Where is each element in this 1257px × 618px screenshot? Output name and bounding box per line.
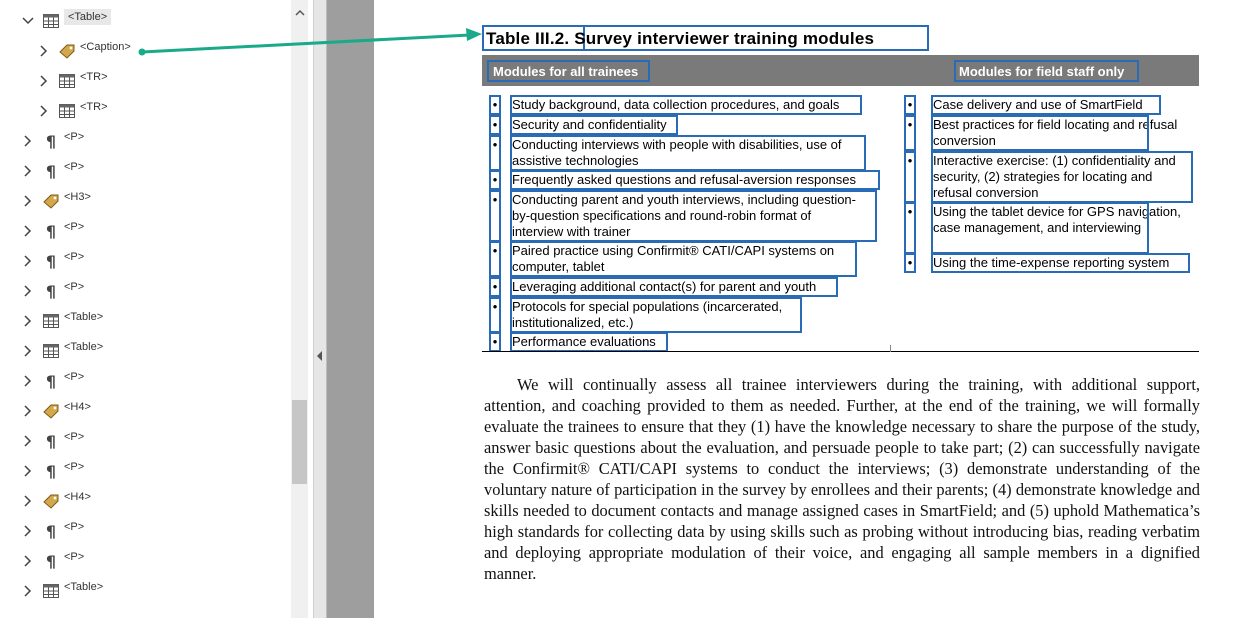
document-gutter	[314, 0, 374, 618]
chevron-right-icon[interactable]	[20, 373, 36, 389]
document-page	[374, 0, 1257, 618]
list-item-tag-box[interactable]	[931, 115, 1149, 151]
tag-tree-item[interactable]	[20, 280, 84, 302]
bullet-tag-box[interactable]	[489, 190, 501, 242]
header-left-tag-box[interactable]	[487, 60, 650, 82]
tag-tree-item[interactable]	[20, 220, 84, 242]
tag-tree-item-label: <H4>	[64, 491, 91, 503]
tag-tree-item[interactable]	[20, 460, 84, 482]
tag-tree-item-label: <TR>	[80, 101, 108, 113]
bullet-tag-box[interactable]	[904, 202, 916, 254]
list-item-tag-box[interactable]	[510, 241, 857, 277]
tag-tree-item[interactable]	[20, 190, 91, 212]
tag-tree-item-label: <Table>	[64, 311, 104, 323]
tag-tree-item[interactable]	[20, 580, 103, 602]
list-item: Protocols for special populations (incarcerated, institutionalized, etc.)	[512, 299, 783, 330]
bullet-tag-box[interactable]	[489, 95, 501, 115]
paragraph-icon: ¶	[45, 221, 57, 241]
tag-tree-item-label: <TR>	[80, 71, 108, 83]
tag-tree-item-label: <Table>	[64, 581, 104, 593]
list-item-tag-box[interactable]	[510, 332, 668, 352]
bullet-tag-box[interactable]	[489, 241, 501, 277]
table-icon	[42, 313, 60, 329]
bullet-tag-box[interactable]	[489, 115, 501, 135]
list-item-tag-box[interactable]	[931, 151, 1193, 203]
list-bullet: •	[907, 116, 913, 132]
list-bullet: •	[492, 333, 498, 349]
list-item: Paired practice using Confirmit® CATI/CAPI systems on computer, tablet	[512, 243, 835, 274]
bullet-tag-box[interactable]	[489, 135, 501, 171]
table-icon	[42, 343, 60, 359]
chevron-right-icon[interactable]	[20, 403, 36, 419]
chevron-right-icon[interactable]	[36, 43, 52, 59]
bullet-tag-box[interactable]	[489, 297, 501, 333]
chevron-right-icon[interactable]	[20, 253, 36, 269]
list-item-tag-box[interactable]	[510, 115, 678, 135]
tag-tree-item[interactable]	[20, 430, 84, 452]
paragraph-icon: ¶	[45, 281, 57, 301]
tag-icon	[42, 193, 60, 209]
tag-icon	[42, 493, 60, 509]
table-icon	[42, 13, 60, 29]
list-item-tag-box[interactable]	[931, 202, 1149, 254]
column-divider	[890, 345, 891, 352]
bullet-tag-box[interactable]	[489, 332, 501, 352]
tag-tree-item[interactable]	[36, 40, 131, 62]
bullet-tag-box[interactable]	[904, 95, 916, 115]
tag-tree-item-label: <P>	[64, 461, 85, 473]
list-item-tag-box[interactable]	[510, 135, 866, 171]
chevron-right-icon[interactable]	[20, 193, 36, 209]
tag-tree-item-label: <P>	[64, 251, 85, 263]
list-item-tag-box[interactable]	[510, 95, 862, 115]
tag-tree-item-label: <P>	[64, 431, 85, 443]
body-paragraph: We will continually assess all trainee interviewers during the training, with additional support, attention, and coaching provided to them as needed. Further, at the end of the training, we will formally evaluate the trainees to ensure that they (1) have the knowledge necessary to share the purpose of the study, answer basic questions about the evaluation, and persuade people to take part; (2) can successfully navigate the Confirmit® CATI/CAPI systems to conduct the interviews; (3) demonstrate understanding of the voluntary nature of participation in the survey by enrollees and their parents; (4) demonstrate knowledge and skills needed to document contacts and manage assigned cases in SmartField; and (5) uphold Mathematica’s high standards for collecting data by using skills such as probing without introducing bias, reading verbatim and deploying appropriate modulation of their voice, and engaging all sample members in a dignified manner.	[484, 375, 1200, 583]
paragraph-icon: ¶	[45, 521, 57, 541]
chevron-right-icon[interactable]	[20, 133, 36, 149]
list-item: Leveraging additional contact(s) for parent and youth	[512, 279, 817, 294]
chevron-right-icon[interactable]	[20, 463, 36, 479]
chevron-right-icon[interactable]	[20, 343, 36, 359]
list-bullet: •	[907, 254, 913, 270]
tag-tree-item-label: <P>	[64, 521, 85, 533]
bullet-tag-box[interactable]	[489, 170, 501, 190]
panel-splitter[interactable]	[314, 0, 327, 618]
paragraph-icon: ¶	[45, 551, 57, 571]
list-item-tag-box[interactable]	[510, 170, 880, 190]
tag-tree-item-label: <H4>	[64, 401, 91, 413]
list-bullet: •	[492, 242, 498, 258]
tag-tree-item[interactable]	[36, 70, 108, 92]
list-bullet: •	[492, 136, 498, 152]
list-bullet: •	[492, 96, 498, 112]
list-bullet: •	[492, 278, 498, 294]
table-icon	[58, 103, 76, 119]
chevron-right-icon[interactable]	[20, 493, 36, 509]
chevron-right-icon[interactable]	[20, 433, 36, 449]
tree-scrollbar[interactable]	[291, 0, 308, 618]
tag-tree-item[interactable]	[20, 10, 111, 32]
list-bullet: •	[492, 298, 498, 314]
list-item: Security and confidentiality	[512, 117, 667, 132]
list-bullet: •	[907, 203, 913, 219]
tag-tree-item-label: <Table>	[64, 341, 104, 353]
tag-tree-item-label: <H3>	[64, 191, 91, 203]
header-right-tag-box[interactable]	[954, 60, 1139, 82]
tag-tree-item-label: <P>	[64, 161, 85, 173]
list-bullet: •	[907, 152, 913, 168]
tag-tree-item[interactable]	[20, 490, 91, 512]
list-item: Case delivery and use of SmartField	[933, 97, 1143, 112]
tag-tree-item[interactable]	[20, 130, 84, 152]
tag-tree-item-label: <P>	[64, 131, 85, 143]
list-item: Frequently asked questions and refusal-aversion responses	[512, 172, 856, 187]
chevron-right-icon[interactable]	[20, 583, 36, 599]
list-item: Study background, data collection procedures, and goals	[512, 97, 840, 112]
list-item-tag-box[interactable]	[931, 95, 1161, 115]
table-icon	[42, 583, 60, 599]
paragraph-icon: ¶	[45, 161, 57, 181]
header-right: Modules for field staff only	[959, 64, 1125, 79]
chevron-right-icon[interactable]	[20, 313, 36, 329]
chevron-down-icon[interactable]	[20, 13, 36, 29]
tag-tree-item[interactable]	[20, 160, 84, 182]
list-bullet: •	[492, 116, 498, 132]
table-caption: Table III.2. Survey interviewer training modules	[486, 29, 875, 48]
collapse-panel-icon[interactable]	[316, 350, 324, 362]
list-bullet: •	[492, 171, 498, 187]
paragraph-icon: ¶	[45, 431, 57, 451]
tag-tree-item-label: <P>	[64, 221, 85, 233]
chevron-right-icon[interactable]	[20, 283, 36, 299]
bullet-tag-box[interactable]	[904, 151, 916, 203]
tag-tree-item-label: <Caption>	[80, 41, 131, 53]
tag-tree-item-label: <P>	[64, 551, 85, 563]
tag-tree-item-label: <P>	[64, 281, 85, 293]
tag-tree-item[interactable]	[36, 100, 108, 122]
chevron-right-icon[interactable]	[20, 163, 36, 179]
list-item: Performance evaluations	[512, 334, 656, 349]
list-item: Using the time-expense reporting system	[933, 255, 1170, 270]
tag-tree-item-label: <P>	[64, 371, 85, 383]
bullet-tag-box[interactable]	[904, 115, 916, 151]
paragraph-icon: ¶	[45, 131, 57, 151]
list-bullet: •	[907, 96, 913, 112]
tag-icon	[42, 403, 60, 419]
list-bullet: •	[492, 191, 498, 207]
bullet-tag-box[interactable]	[904, 253, 916, 273]
tag-tree-item[interactable]	[20, 370, 84, 392]
paragraph-icon: ¶	[45, 251, 57, 271]
paragraph-icon: ¶	[45, 461, 57, 481]
chevron-right-icon[interactable]	[36, 103, 52, 119]
list-item: Interactive exercise: (1) confidentiality and security, (2) strategies for locating and refusal conversion	[933, 153, 1176, 200]
table-bottom-rule	[482, 351, 1199, 352]
list-item: Conducting parent and youth interviews, including question-by-question specifications and round-robin format of interview with trainer	[512, 192, 856, 239]
list-item-tag-box[interactable]	[931, 253, 1190, 273]
list-item-tag-box[interactable]	[510, 277, 838, 297]
tag-tree-item[interactable]	[20, 310, 103, 332]
tag-tree-item[interactable]	[20, 520, 84, 542]
tag-icon	[58, 43, 76, 59]
tag-tree-item[interactable]	[20, 550, 84, 572]
list-item: Using the tablet device for GPS navigation, case management, and interviewing	[933, 204, 1181, 235]
tag-tree-item[interactable]	[20, 340, 103, 362]
tree-scroll-thumb[interactable]	[292, 400, 307, 484]
chevron-right-icon[interactable]	[20, 223, 36, 239]
list-item: Conducting interviews with people with disabilities, use of assistive technologies	[512, 137, 842, 168]
bullet-tag-box[interactable]	[489, 277, 501, 297]
chevron-right-icon[interactable]	[20, 553, 36, 569]
scroll-up-icon[interactable]	[291, 6, 308, 20]
paragraph-icon: ¶	[45, 371, 57, 391]
chevron-right-icon[interactable]	[20, 523, 36, 539]
chevron-right-icon[interactable]	[36, 73, 52, 89]
list-item-tag-box[interactable]	[510, 190, 877, 242]
header-left: Modules for all trainees	[493, 64, 639, 79]
tag-tree-item[interactable]	[20, 400, 91, 422]
tag-tree-item[interactable]	[20, 250, 84, 272]
table-icon	[58, 73, 76, 89]
tag-tree-panel	[0, 0, 314, 618]
list-item: Best practices for field locating and refusal conversion	[933, 117, 1178, 148]
tag-tree-item-label: <Table>	[64, 9, 111, 25]
list-item-tag-box[interactable]	[510, 297, 802, 333]
